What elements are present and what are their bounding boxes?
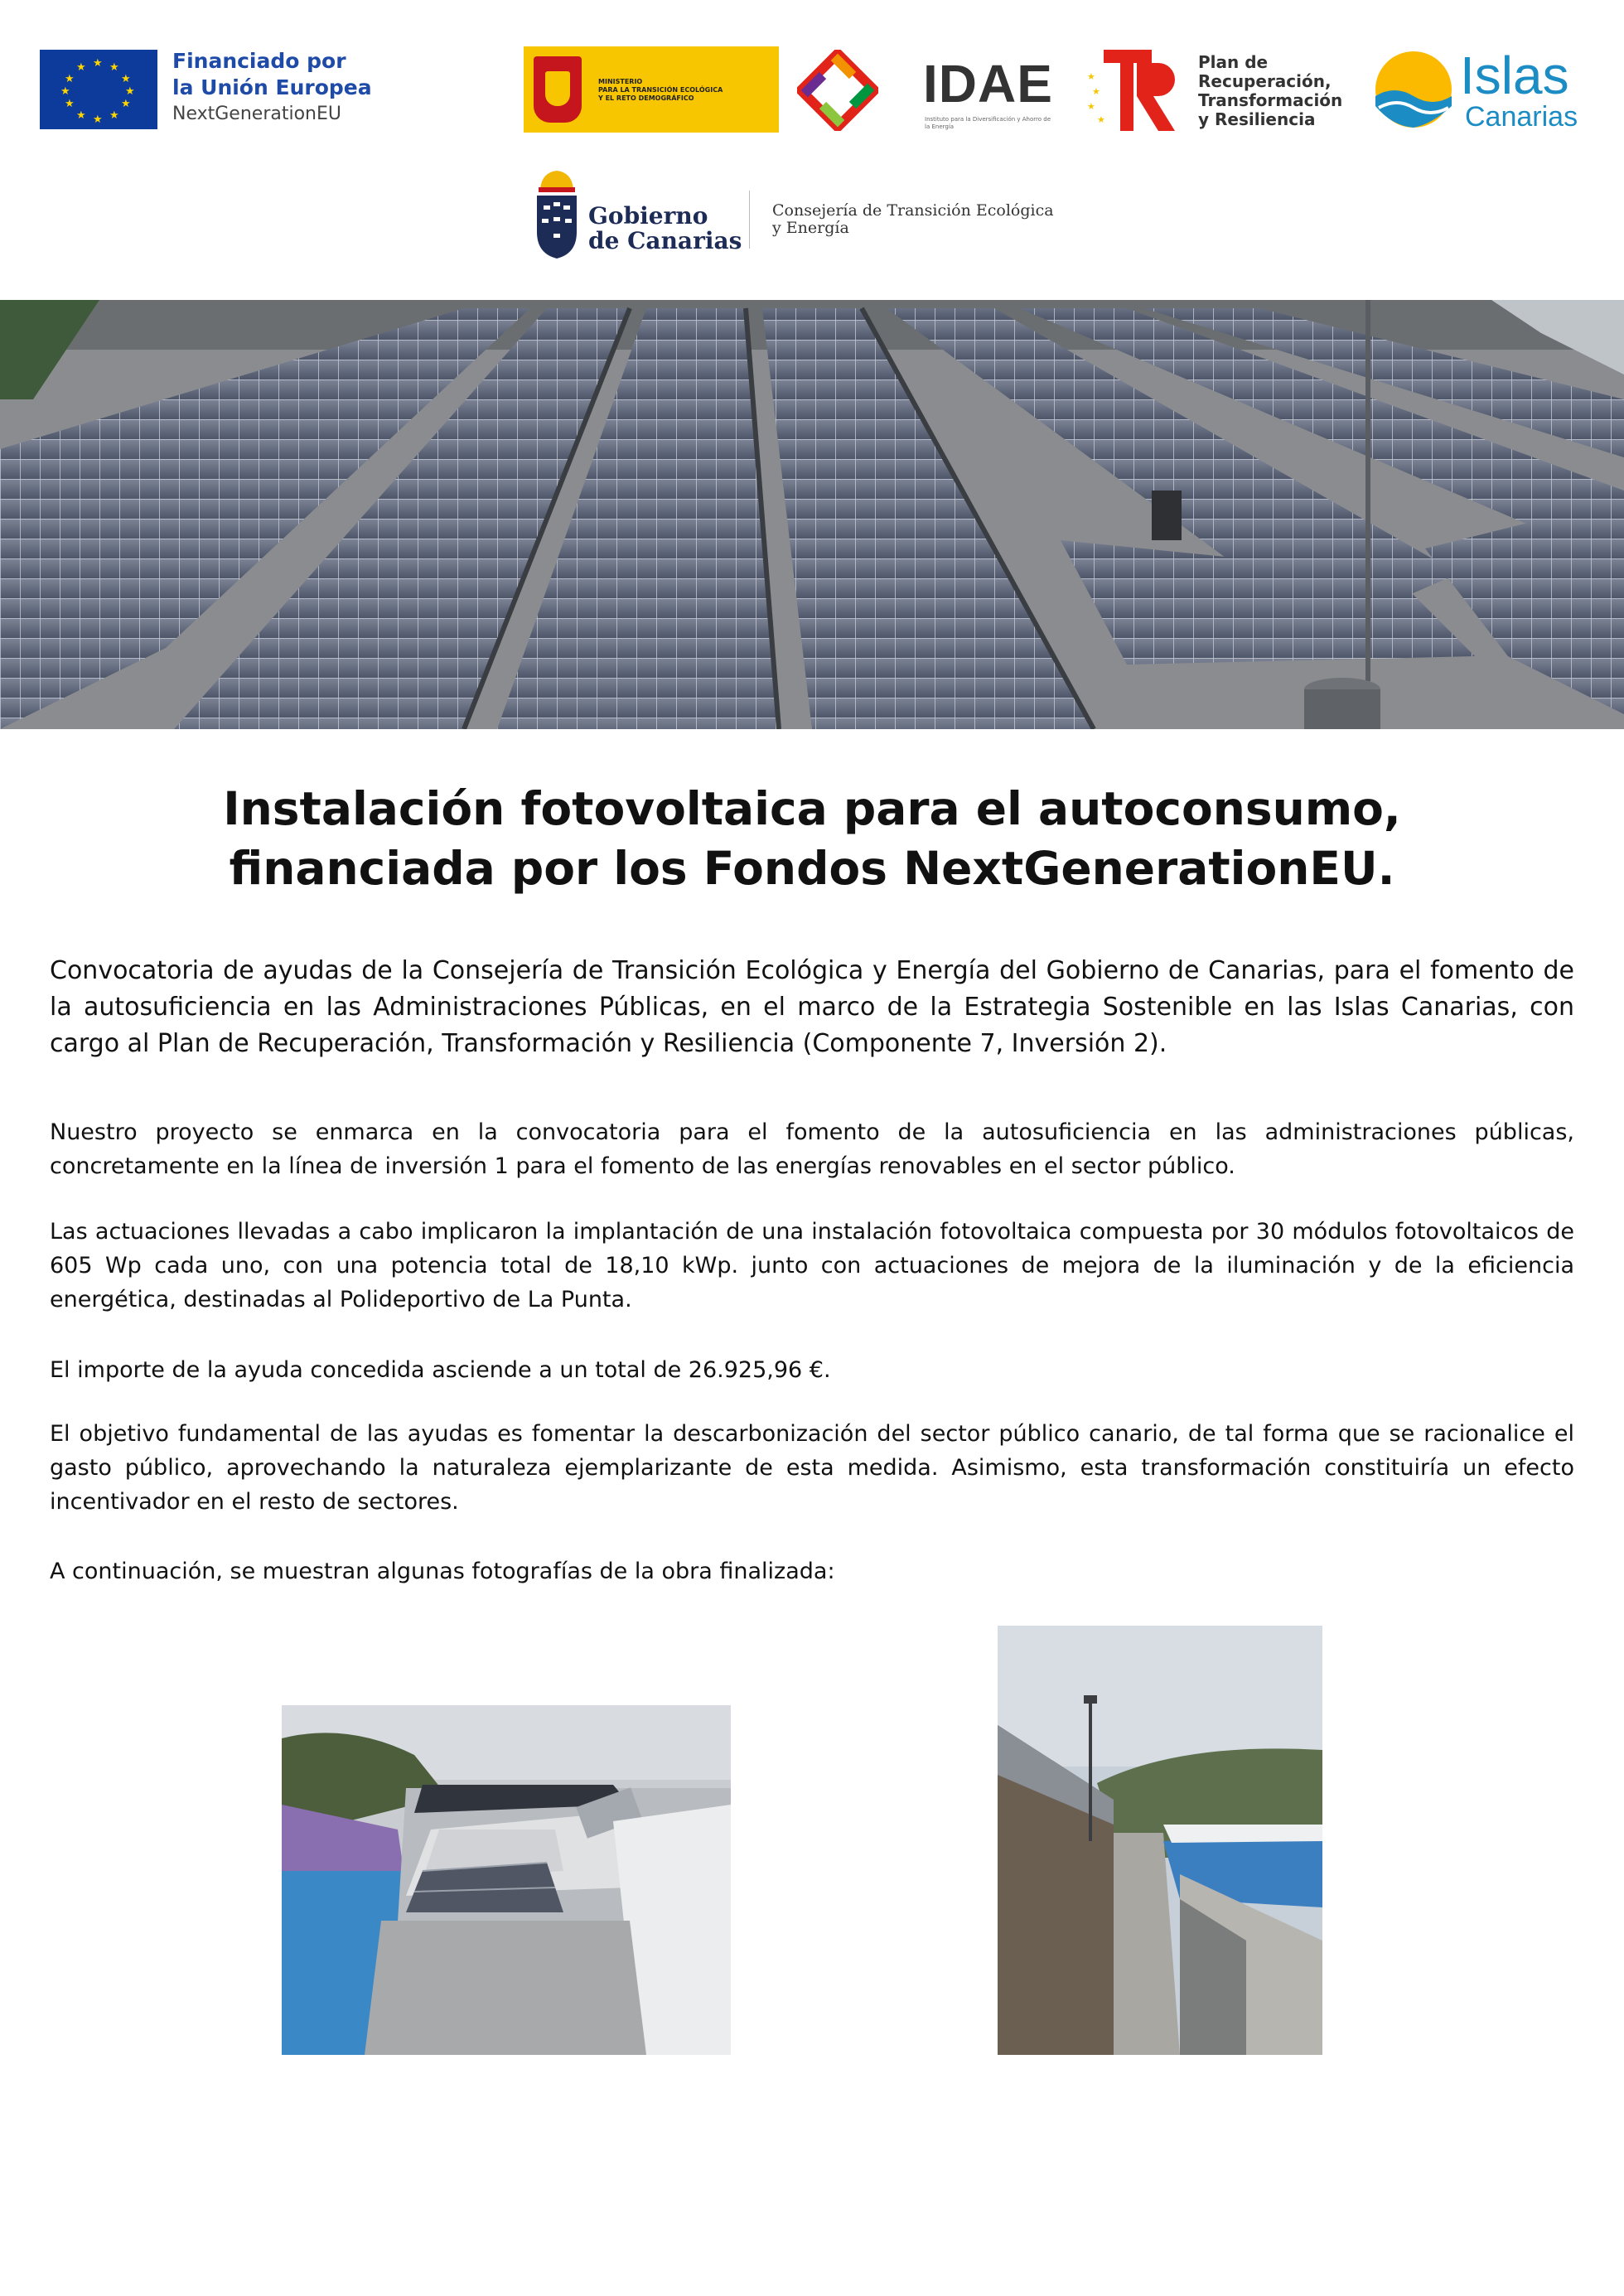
gobierno-name	[588, 204, 742, 254]
islas-canarias-sun-icon	[1372, 48, 1455, 131]
ministerio-line2: PARA LA TRANSICIÓN ECOLÓGICA	[598, 86, 723, 94]
prtr-logo-icon	[1085, 46, 1185, 134]
idae-mark-icon	[797, 50, 878, 131]
body-paragraph: El importe de la ayuda concedida asciende a un total de 26.925,96 €.	[50, 1357, 831, 1383]
eu-line1: Financiado por	[172, 49, 346, 73]
idae-name: IDAE	[923, 54, 1053, 114]
islas-line2: Canarias	[1465, 101, 1578, 133]
ministerio-line3: Y EL RETO DEMOGRÁFICO	[598, 94, 694, 102]
consejeria-name	[772, 202, 1054, 237]
svg-text:★: ★	[1092, 86, 1100, 97]
prtr-text	[1198, 53, 1342, 129]
consejeria-line2: y Energía	[772, 219, 849, 237]
prtr-line2: Recuperación,	[1198, 71, 1332, 91]
eu-line2: la Unión Europea	[172, 75, 372, 99]
body-paragraph: El objetivo fundamental de las ayudas es fomentar la descarbonización del sector público canario, de tal forma que se racionalice el gasto público, aprovechando la naturaleza ejemplarizante de esta medida. Asimismo, esta transformación constituiría un efecto incentivador en el resto de sectores.	[50, 1421, 1574, 1515]
svg-text:★: ★	[1097, 114, 1105, 125]
svg-text:★: ★	[1087, 71, 1095, 82]
svg-text:★: ★	[1087, 101, 1095, 112]
eu-funding-text	[172, 48, 388, 128]
ministerio-logo	[524, 46, 779, 133]
eu-line3: NextGenerationEU	[172, 104, 341, 124]
ministerio-text	[598, 78, 764, 103]
islas-canarias-text	[1460, 48, 1578, 131]
body-paragraph: Las actuaciones llevadas a cabo implicaron la implantación de una instalación fotovoltaica compuesta por 30 módulos fotovoltaicos de 605 Wp cada uno, con una potencia total de 18,10 kWp. junto con actuaciones de mejora de la iluminación y de la eficiencia energética, destinadas al Polideportivo de La Punta.	[50, 1219, 1574, 1312]
ministerio-line1: MINISTERIO	[598, 78, 643, 85]
prtr-line1: Plan de	[1198, 52, 1269, 72]
gobierno-crest-icon	[532, 167, 582, 260]
consejeria-line1: Consejería de Transición Ecológica	[772, 201, 1054, 220]
page-title	[50, 779, 1574, 898]
rooftop-solar-photo	[282, 1705, 731, 2055]
gobierno-line2: de Canarias	[588, 227, 742, 254]
prtr-line3: Transformación	[1198, 90, 1343, 110]
islas-line1: Islas	[1460, 46, 1569, 105]
title-line2: financiada por los Fondos NextGenerationEU.	[229, 842, 1395, 895]
intro-paragraph: Convocatoria de ayudas de la Consejería de Transición Ecológica y Energía del Gobierno de Canarias, para el fomento de la autosuficiencia en las Administraciones Públicas, en el marco de la Estrategia Sostenible en las Islas Canarias, con cargo al Plan de Recuperación, Transformación y Resiliencia (Componente 7, Inversión 2).	[50, 956, 1574, 1058]
idae-subtitle: Instituto para la Diversificación y Ahorro de la Energía	[925, 116, 1051, 130]
body-paragraph: A continuación, se muestran algunas fotografías de la obra finalizada:	[50, 1559, 835, 1584]
eu-flag-logo: ★ ★ ★ ★ ★ ★ ★ ★ ★ ★ ★ ★	[40, 50, 157, 129]
coat-of-arms-icon	[534, 56, 582, 123]
gobierno-line1: Gobierno	[588, 202, 708, 230]
divider	[749, 191, 750, 249]
title-line1: Instalación fotovoltaica para el autoconsumo,	[223, 782, 1401, 835]
body-paragraph: Nuestro proyecto se enmarca en la convocatoria para el fomento de la autosuficiencia en las administraciones públicas, concretamente en la línea de inversión 1 para el fomento de las energías renovables en el sector público.	[50, 1119, 1574, 1179]
hero-solar-panels-photo	[0, 300, 1624, 729]
walkway-court-photo	[998, 1626, 1322, 2055]
prtr-line4: y Resiliencia	[1198, 109, 1316, 129]
